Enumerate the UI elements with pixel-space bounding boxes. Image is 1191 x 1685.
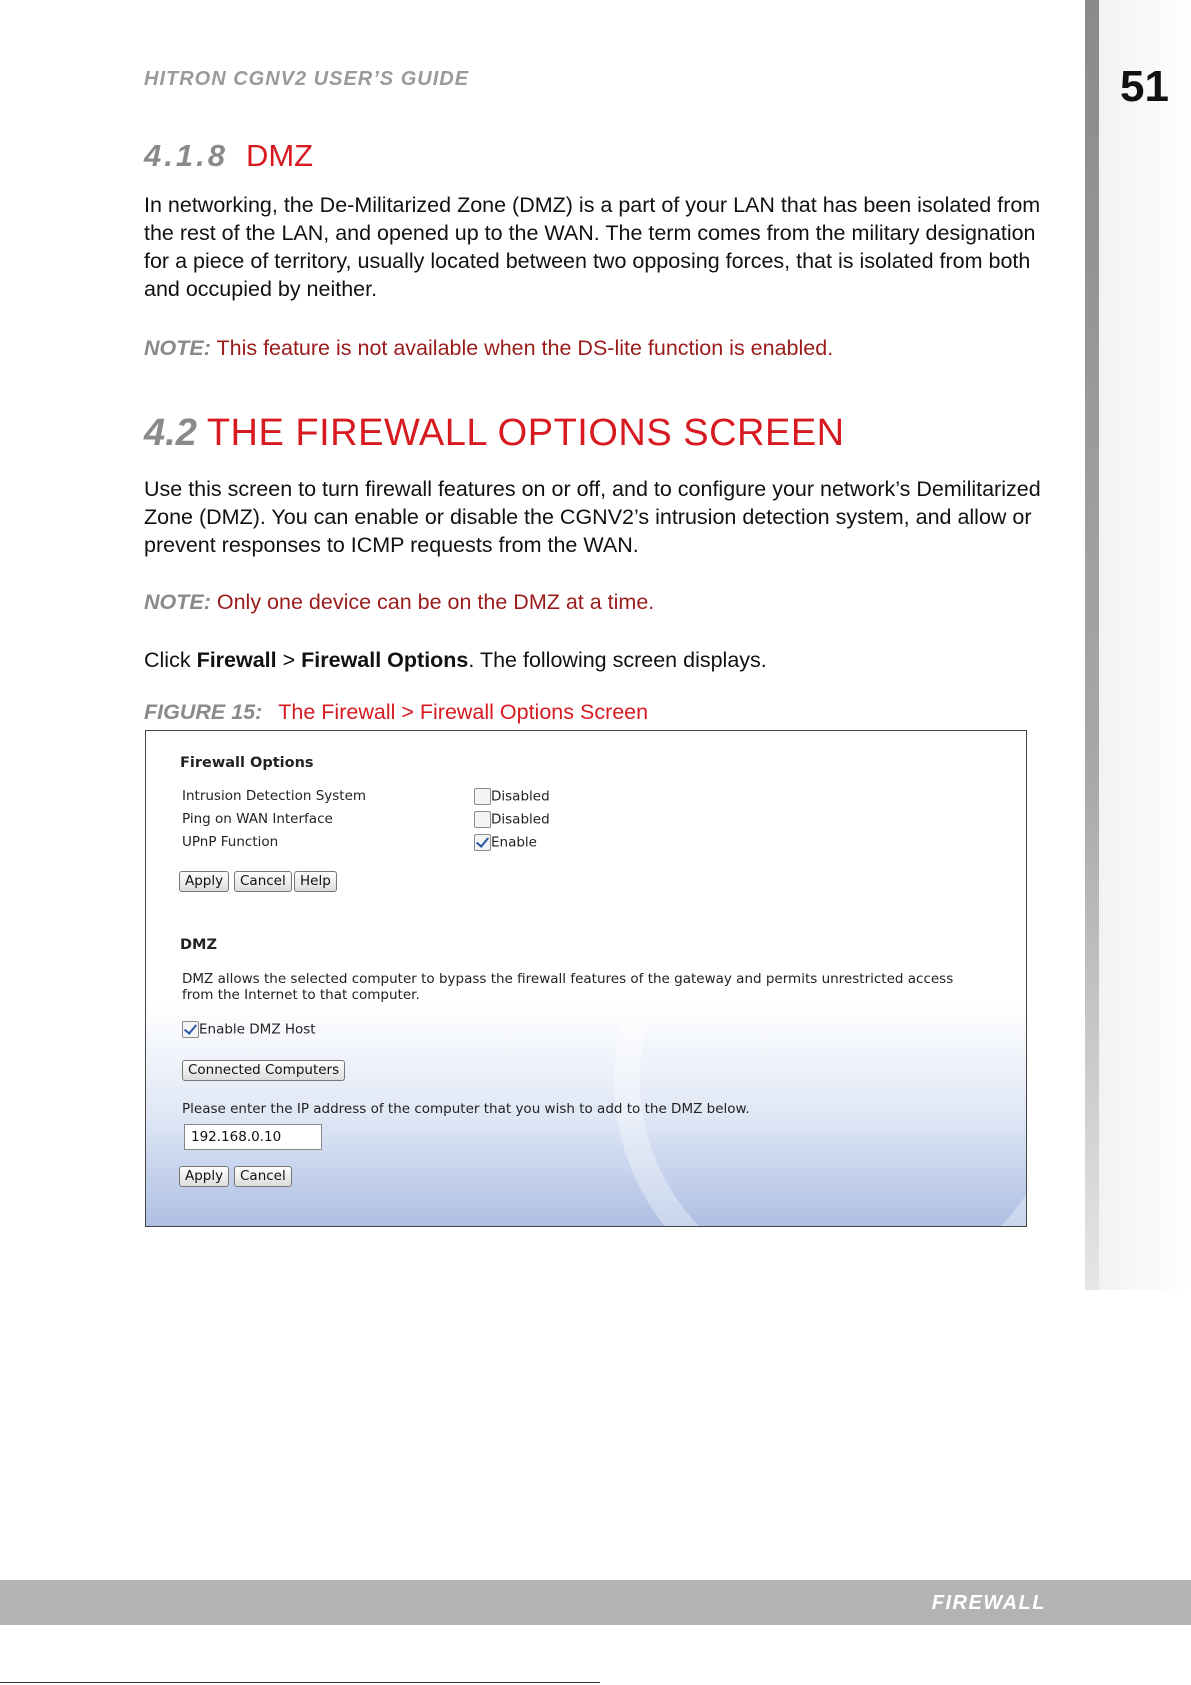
ip-prompt: Please enter the IP address of the computer that you wish to add to the DMZ below.	[182, 1101, 750, 1117]
enable-dmz-checkbox[interactable]	[182, 1021, 199, 1038]
dmz-cancel-button[interactable]: Cancel	[234, 1166, 292, 1187]
section-number: 4.2	[144, 412, 197, 454]
intrusion-detection-option	[474, 788, 550, 805]
firewall-note	[144, 590, 654, 615]
figure-caption	[144, 700, 648, 725]
figure-label: FIGURE 15:	[144, 700, 263, 724]
footer-bar	[0, 1580, 1191, 1625]
apply-button[interactable]: Apply	[179, 871, 229, 892]
click-suffix: . The following screen displays.	[468, 648, 767, 672]
footer-chapter-label: FIREWALL	[931, 1592, 1046, 1614]
running-head: HITRON CGNV2 USER’S GUIDE	[144, 68, 470, 90]
watermark-swirl	[614, 844, 1027, 1227]
page-number: 51	[1120, 62, 1169, 111]
menu-firewall-options: Firewall Options	[301, 648, 469, 672]
menu-firewall: Firewall	[196, 648, 277, 672]
firewall-body-text: Use this screen to turn firewall features on or off, and to configure your network’s Demilitarized Zone (DMZ). You can enable or disable the CGNV2’s intrusion detection system, and allow or prevent responses to ICMP requests from the WAN.	[144, 477, 1041, 557]
section-heading-dmz	[144, 138, 313, 174]
figure-title: The Firewall > Firewall Options Screen	[278, 700, 649, 724]
ping-wan-checkbox-label: Disabled	[491, 811, 550, 828]
menu-separator: >	[276, 648, 302, 672]
section-number: 4.1.8	[144, 138, 228, 173]
bottom-rule	[0, 1682, 600, 1683]
row-label-ping-wan: Ping on WAN Interface	[182, 811, 333, 827]
dmz-body-text: In networking, the De-Militarized Zone (DMZ) is a part of your LAN that has been isolated from the rest of the LAN, and opened up to the WAN. The term comes from the military designation for a piece of territory, usually located between two opposing forces, that is isolated from both and occupied by neither.	[144, 193, 1041, 301]
enable-dmz-option	[182, 1021, 316, 1038]
firewall-options-title: Firewall Options	[180, 755, 314, 771]
firewall-options-screenshot	[145, 730, 1027, 1227]
click-instruction	[144, 646, 1044, 674]
intrusion-detection-checkbox[interactable]	[474, 788, 491, 805]
upnp-checkbox-label: Enable	[491, 834, 537, 851]
cancel-button[interactable]: Cancel	[234, 871, 292, 892]
section-heading-firewall-options	[144, 412, 845, 455]
note-label: NOTE:	[144, 590, 211, 614]
section-title: DMZ	[245, 138, 314, 173]
upnp-option	[474, 834, 537, 851]
dmz-description-line1: DMZ allows the selected computer to bypass the firewall features of the gateway and permits unrestricted access	[182, 971, 954, 987]
side-margin-shade	[1099, 0, 1191, 1290]
dmz-note	[144, 336, 833, 361]
enable-dmz-label: Enable DMZ Host	[199, 1021, 316, 1038]
help-button[interactable]: Help	[294, 871, 337, 892]
note-text: This feature is not available when the DS-lite function is enabled.	[216, 336, 834, 360]
dmz-description-line2: from the Internet to that computer.	[182, 987, 420, 1003]
upnp-checkbox[interactable]	[474, 834, 491, 851]
dmz-ip-input[interactable]	[184, 1124, 322, 1150]
intrusion-detection-checkbox-label: Disabled	[491, 788, 550, 805]
ping-wan-checkbox[interactable]	[474, 811, 491, 828]
connected-computers-button[interactable]: Connected Computers	[182, 1060, 345, 1081]
row-label-upnp: UPnP Function	[182, 834, 279, 850]
click-prefix: Click	[144, 648, 197, 672]
note-text: Only one device can be on the DMZ at a time.	[216, 590, 655, 614]
dmz-apply-button[interactable]: Apply	[179, 1166, 229, 1187]
ping-wan-option	[474, 811, 550, 828]
section-title: THE FIREWALL OPTIONS SCREEN	[206, 412, 845, 454]
dmz-section-title: DMZ	[180, 937, 217, 953]
side-bar	[1085, 0, 1099, 1290]
note-label: NOTE:	[144, 336, 211, 360]
row-label-intrusion-detection: Intrusion Detection System	[182, 788, 367, 804]
